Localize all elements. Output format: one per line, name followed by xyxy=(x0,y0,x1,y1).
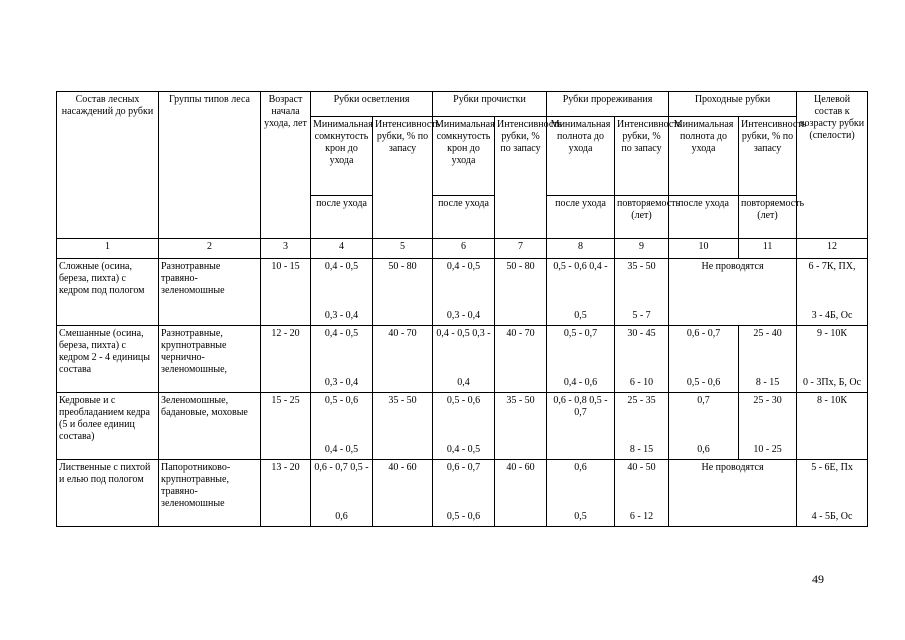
cell-col9-repeat: 6 - 10 xyxy=(629,377,654,388)
cell-not-conducted: Не проводятся xyxy=(669,460,797,527)
cell-col8-before: 0,5 - 0,7 xyxy=(563,328,598,339)
table-row xyxy=(57,259,868,326)
cell-target-main: 9 - 10К xyxy=(817,328,848,339)
header-col8: Минимальная полнота до ухода xyxy=(547,117,615,196)
cell-target-main: 8 - 10К xyxy=(817,395,848,406)
header-species-composition: Состав лесных насаждений до рубки xyxy=(57,92,159,239)
cell-col11 xyxy=(739,326,797,393)
cell-forest-type: Разнотравные, крупнотравные чернично-зеленомошные, xyxy=(159,326,261,393)
header-group-lighting-cuts: Рубки осветления xyxy=(311,92,433,117)
cell-col10 xyxy=(669,393,739,460)
header-group-thinning-cuts: Рубки прореживания xyxy=(547,92,669,117)
column-number: 9 xyxy=(615,239,669,259)
cell-target xyxy=(797,393,868,460)
cell-col6-before: 0,4 - 0,5 xyxy=(446,261,481,272)
cell-col4 xyxy=(311,326,373,393)
cell-not-conducted: Не проводятся xyxy=(669,259,797,326)
cell-composition: Сложные (осина, береза, пихта) с кедром под пологом xyxy=(57,259,159,326)
cell-col4-after: 0,3 - 0,4 xyxy=(324,310,359,321)
header-col11-repeat: повторяемость (лет) xyxy=(739,196,797,239)
header-col4: Минимальная сомкнутость крон до ухода xyxy=(311,117,373,196)
cell-col10-before: 0,7 xyxy=(697,395,710,406)
cell-col7: 40 - 70 xyxy=(495,326,547,393)
cell-col8-before: 0,6 xyxy=(574,462,587,473)
cell-col4 xyxy=(311,393,373,460)
cell-col9-intensity: 35 - 50 xyxy=(627,261,656,272)
cell-col11 xyxy=(739,393,797,460)
header-col5: Интенсивность рубки, % по запасу xyxy=(373,117,433,239)
header-col10: Минимальная полнота до ухода xyxy=(669,117,739,196)
cell-col6-after: 0,3 - 0,4 xyxy=(446,310,481,321)
column-number: 4 xyxy=(311,239,373,259)
cell-col9-repeat: 8 - 15 xyxy=(629,444,654,455)
cell-target-main: 5 - 6Е, Пх xyxy=(811,462,853,473)
column-number: 10 xyxy=(669,239,739,259)
cell-col8-before: 0,6 - 0,8 0,5 - 0,7 xyxy=(553,395,608,418)
header-group-passage-cuts: Проходные рубки xyxy=(669,92,797,117)
cell-col6 xyxy=(433,259,495,326)
header-col6-after: после ухода xyxy=(433,196,495,239)
cell-col7: 50 - 80 xyxy=(495,259,547,326)
cell-col4-before: 0,4 - 0,5 xyxy=(324,328,359,339)
cell-forest-type: Зеленомошные, бадановые, моховые xyxy=(159,393,261,460)
header-group-cleaning-cuts: Рубки прочистки xyxy=(433,92,547,117)
header-col6: Минимальная сомкнутость крон до ухода xyxy=(433,117,495,196)
cell-col9 xyxy=(615,393,669,460)
cell-col10-after: 0,5 - 0,6 xyxy=(686,377,721,388)
cell-col9 xyxy=(615,460,669,527)
table-row xyxy=(57,460,868,527)
header-start-age: Возраст начала ухода, лет xyxy=(261,92,311,239)
cell-col9-repeat: 5 - 7 xyxy=(632,310,651,321)
cell-col5: 50 - 80 xyxy=(373,259,433,326)
cell-target-rest: 3 - 4Б, Ос xyxy=(811,310,853,321)
cell-col4-before: 0,4 - 0,5 xyxy=(324,261,359,272)
forest-care-table xyxy=(56,91,868,527)
cell-col6-after: 0,4 xyxy=(457,377,470,388)
cell-target-main: 6 - 7К, ПХ, xyxy=(808,261,856,272)
cell-col4-after: 0,3 - 0,4 xyxy=(324,377,359,388)
cell-col7: 40 - 60 xyxy=(495,460,547,527)
cell-col10 xyxy=(669,326,739,393)
header-col9: Интенсивность рубки, % по запасу xyxy=(615,117,669,196)
cell-col6-before: 0,6 - 0,7 xyxy=(446,462,481,473)
header-col4-after: после ухода xyxy=(311,196,373,239)
cell-col9-repeat: 6 - 12 xyxy=(629,511,654,522)
column-number: 2 xyxy=(159,239,261,259)
cell-start-age: 13 - 20 xyxy=(261,460,311,527)
cell-col9-intensity: 40 - 50 xyxy=(627,462,656,473)
cell-start-age: 15 - 25 xyxy=(261,393,311,460)
cell-col7: 35 - 50 xyxy=(495,393,547,460)
cell-col5: 35 - 50 xyxy=(373,393,433,460)
cell-target-rest: 0 - 3Пх, Б, Ос xyxy=(803,377,862,388)
cell-forest-type: Разнотравные травяно-зеленомошные xyxy=(159,259,261,326)
header-forest-type-groups: Группы типов леса xyxy=(159,92,261,239)
cell-col4-before: 0,5 - 0,6 xyxy=(324,395,359,406)
cell-col6 xyxy=(433,393,495,460)
cell-col9-intensity: 30 - 45 xyxy=(627,328,656,339)
column-number: 12 xyxy=(797,239,868,259)
page-number: 49 xyxy=(812,572,824,586)
cell-composition: Смешанные (осина, береза, пихта) с кедром 2 - 4 единицы состава xyxy=(57,326,159,393)
cell-col8-after: 0,4 - 0,6 xyxy=(563,377,598,388)
column-number: 5 xyxy=(373,239,433,259)
cell-col8 xyxy=(547,393,615,460)
cell-col4-before: 0,6 - 0,7 0,5 - xyxy=(314,462,369,473)
cell-col10-after: 0,6 xyxy=(697,444,710,455)
cell-col5: 40 - 60 xyxy=(373,460,433,527)
cell-col4-after: 0,4 - 0,5 xyxy=(324,444,359,455)
cell-col8 xyxy=(547,460,615,527)
cell-col4-after: 0,6 xyxy=(335,511,348,522)
cell-col5: 40 - 70 xyxy=(373,326,433,393)
cell-target-rest: 4 - 5Б, Ос xyxy=(811,511,853,522)
cell-col11-repeat: 8 - 15 xyxy=(755,377,780,388)
cell-col6-after: 0,4 - 0,5 xyxy=(446,444,481,455)
cell-target xyxy=(797,326,868,393)
cell-col10-before: 0,6 - 0,7 xyxy=(686,328,721,339)
cell-col11-repeat: 10 - 25 xyxy=(753,444,782,455)
cell-col6-before: 0,5 - 0,6 xyxy=(446,395,481,406)
cell-col8-after: 0,5 xyxy=(574,310,587,321)
cell-col4 xyxy=(311,460,373,527)
column-number: 11 xyxy=(739,239,797,259)
cell-target xyxy=(797,460,868,527)
column-number: 8 xyxy=(547,239,615,259)
cell-forest-type: Папоротниково-крупнотравные, травяно-зеленомошные xyxy=(159,460,261,527)
cell-target xyxy=(797,259,868,326)
cell-col9 xyxy=(615,259,669,326)
header-target-composition: Целевой состав к возрасту рубки (спелости) xyxy=(797,92,868,239)
header-col11: Интенсивность рубки, % по запасу xyxy=(739,117,797,196)
cell-col8-after: 0,5 xyxy=(574,511,587,522)
column-number: 3 xyxy=(261,239,311,259)
cell-col8 xyxy=(547,326,615,393)
cell-col8 xyxy=(547,259,615,326)
table-row xyxy=(57,393,868,460)
cell-start-age: 12 - 20 xyxy=(261,326,311,393)
column-number: 1 xyxy=(57,239,159,259)
cell-col4 xyxy=(311,259,373,326)
cell-col8-before: 0,5 - 0,6 0,4 - xyxy=(553,261,608,272)
cell-col11-intensity: 25 - 40 xyxy=(753,328,782,339)
cell-col9-intensity: 25 - 35 xyxy=(627,395,656,406)
column-number: 6 xyxy=(433,239,495,259)
table-row xyxy=(57,326,868,393)
header-col7: Интенсивность рубки, % по запасу xyxy=(495,117,547,239)
header-col10-after: после ухода xyxy=(669,196,739,239)
cell-col9 xyxy=(615,326,669,393)
cell-col6 xyxy=(433,326,495,393)
column-number: 7 xyxy=(495,239,547,259)
cell-col6 xyxy=(433,460,495,527)
cell-start-age: 10 - 15 xyxy=(261,259,311,326)
cell-composition: Лиственные с пихтой и елью под пологом xyxy=(57,460,159,527)
header-col8-after: после ухода xyxy=(547,196,615,239)
cell-col6-before: 0,4 - 0,5 0,3 - xyxy=(436,328,491,339)
cell-col6-after: 0,5 - 0,6 xyxy=(446,511,481,522)
cell-composition: Кедровые и с преобладанием кедра (5 и более единиц состава) xyxy=(57,393,159,460)
cell-col11-intensity: 25 - 30 xyxy=(753,395,782,406)
header-col9-repeat: повторяемость (лет) xyxy=(615,196,669,239)
